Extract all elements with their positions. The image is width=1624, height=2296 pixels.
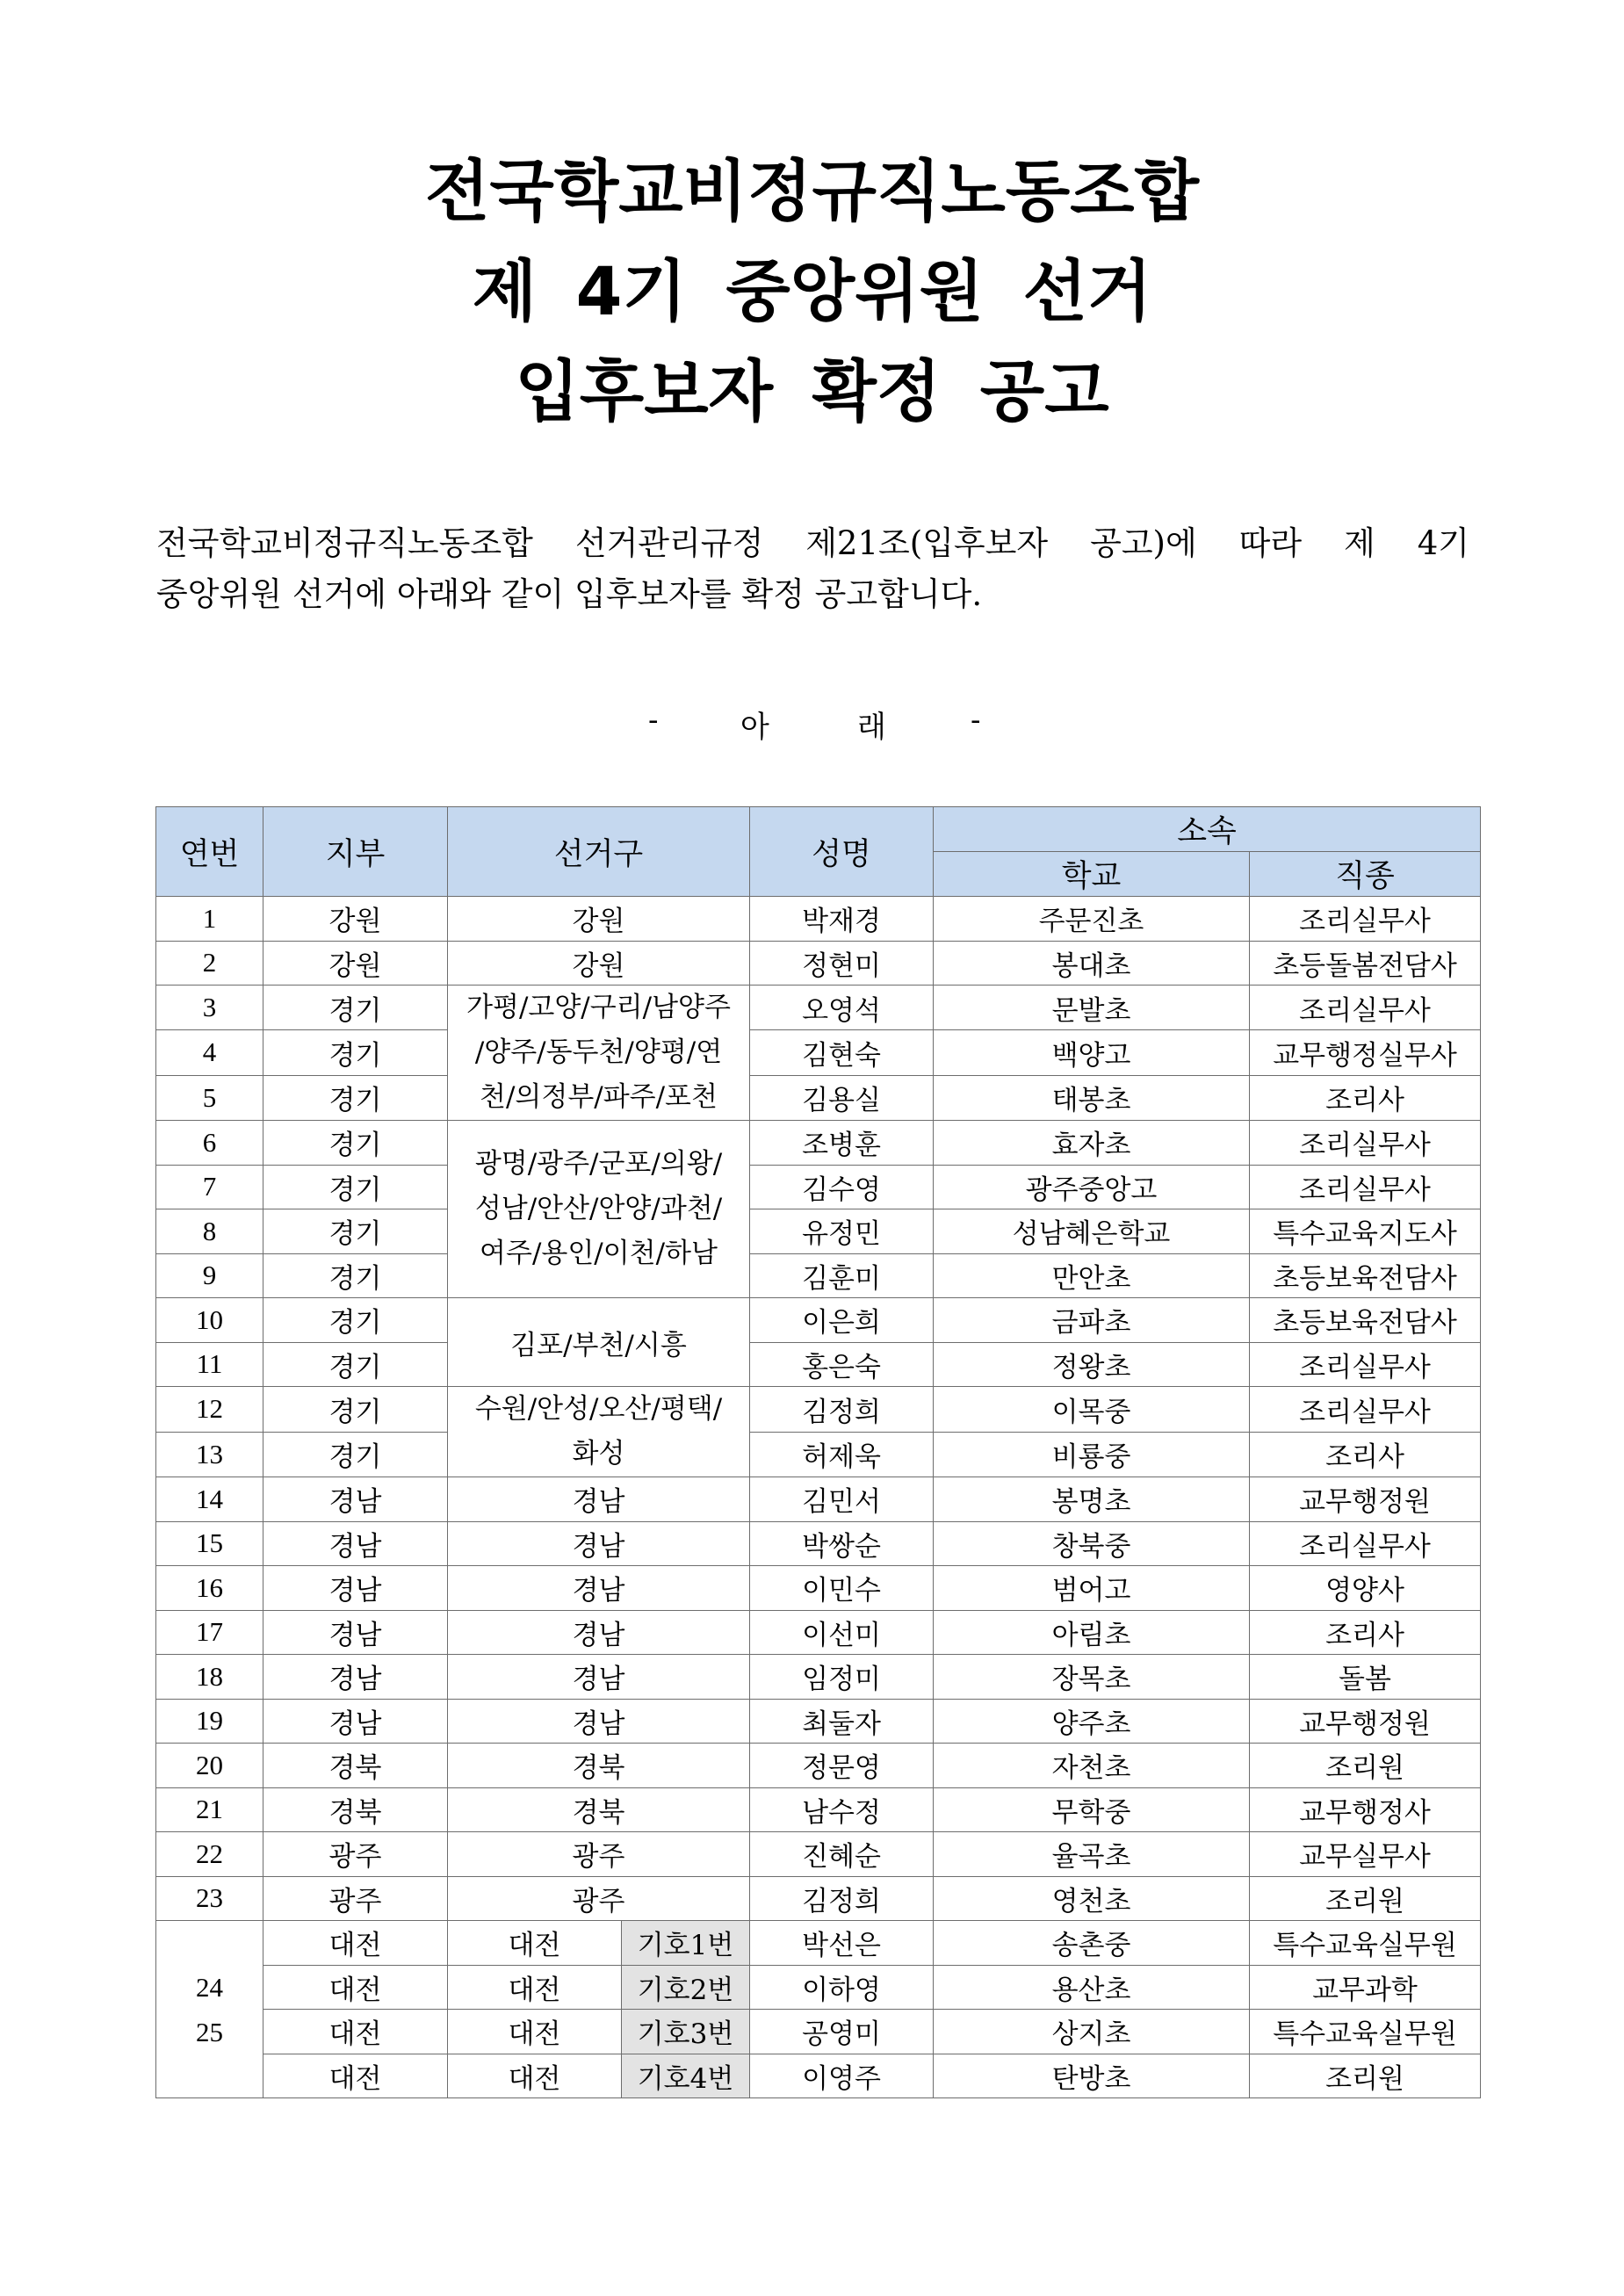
cell-district: 경남: [448, 1566, 750, 1611]
cell-job: 교무행정실무사: [1250, 1030, 1481, 1075]
cell-branch: 경기: [263, 1432, 448, 1477]
cell-job: 조리실무사: [1250, 1521, 1481, 1566]
cell-school: 송촌중: [934, 1921, 1250, 1966]
subheading-dash-left: -: [648, 703, 659, 738]
district-line: 성남/안산/안양/과천/: [474, 1193, 723, 1224]
district-line: 여주/용인/이천/하남: [480, 1238, 718, 1269]
table-row: [156, 1298, 1481, 1343]
cell-school: 문발초: [934, 986, 1250, 1030]
cell-job: 교무행정원: [1250, 1477, 1481, 1522]
cell-district: 경북: [448, 1787, 750, 1832]
cell-name: 공영미: [750, 2010, 934, 2054]
cell-name: 이선미: [750, 1610, 934, 1655]
district-line: 수원/안성/오산/평택/: [474, 1393, 723, 1425]
cell-name: 이민수: [750, 1566, 934, 1611]
cell-job: 특수교육실무원: [1250, 1921, 1481, 1966]
header-district: 선거구: [448, 807, 750, 897]
cell-name: 김정희: [750, 1876, 934, 1921]
table-row: [156, 1209, 1481, 1254]
table-row: [156, 1121, 1481, 1166]
table-row: [156, 1432, 1481, 1477]
cell-branch: 경기: [263, 1387, 448, 1433]
cell-district-merged: [448, 1121, 750, 1298]
cell-no: 19: [156, 1699, 263, 1744]
table-row: [156, 1075, 1481, 1120]
cell-ballot-code: 기호3번: [622, 2010, 750, 2054]
cell-school: 아림초: [934, 1610, 1250, 1655]
cell-branch: 경기: [263, 1165, 448, 1209]
cell-branch: 경기: [263, 1030, 448, 1075]
table-row: [156, 1876, 1481, 1921]
cell-school: 자천초: [934, 1744, 1250, 1788]
intro-paragraph: [156, 518, 1469, 620]
header-branch: 지부: [263, 807, 448, 897]
cell-job: 조리실무사: [1250, 1342, 1481, 1387]
cell-ballot-code: 기호1번: [622, 1921, 750, 1966]
cell-branch: 경남: [263, 1610, 448, 1655]
cell-branch: 경기: [263, 1298, 448, 1343]
cell-school: 광주중앙고: [934, 1165, 1250, 1209]
cell-school: 용산초: [934, 1965, 1250, 2010]
table-row: [156, 986, 1481, 1030]
cell-branch: 강원: [263, 941, 448, 986]
cell-branch: 대전: [263, 2054, 448, 2098]
cell-no: 16: [156, 1566, 263, 1611]
cell-name: 오영석: [750, 986, 934, 1030]
table-row: [156, 1610, 1481, 1655]
cell-name: 조병훈: [750, 1121, 934, 1166]
cell-name: 김정희: [750, 1387, 934, 1433]
intro-line-2: 중앙위원 선거에 아래와 같이 입후보자를 확정 공고합니다.: [156, 575, 983, 613]
cell-no: 18: [156, 1655, 263, 1700]
cell-job: 영양사: [1250, 1566, 1481, 1611]
cell-district-merged: [448, 1387, 750, 1477]
table-row: [156, 1477, 1481, 1522]
cell-no: 23: [156, 1876, 263, 1921]
cell-district: 광주: [448, 1832, 750, 1877]
cell-branch: 경남: [263, 1699, 448, 1744]
cell-school: 비룡중: [934, 1432, 1250, 1477]
cell-name: 김현숙: [750, 1030, 934, 1075]
cell-no-b: 25: [196, 2016, 223, 2047]
cell-name: 박선은: [750, 1921, 934, 1966]
cell-job: 조리사: [1250, 1432, 1481, 1477]
cell-no: 9: [156, 1253, 263, 1298]
cell-name: 홍은숙: [750, 1342, 934, 1387]
table-row: [156, 1165, 1481, 1209]
cell-school: 성남혜은학교: [934, 1209, 1250, 1254]
cell-district: 경남: [448, 1699, 750, 1744]
cell-no: 5: [156, 1075, 263, 1120]
cell-no: 2: [156, 941, 263, 986]
cell-job: 조리실무사: [1250, 897, 1481, 942]
cell-branch: 대전: [263, 2010, 448, 2054]
subheading-dash-right: -: [971, 703, 981, 738]
table-row: [156, 1342, 1481, 1387]
cell-district: 광주: [448, 1876, 750, 1921]
cell-job: 조리원: [1250, 1744, 1481, 1788]
candidate-table: [155, 806, 1481, 2098]
cell-school: 양주초: [934, 1699, 1250, 1744]
cell-name: 남수정: [750, 1787, 934, 1832]
district-line: 화성: [572, 1438, 625, 1469]
document-title-line-1: 전국학교비정규직노동조합: [425, 152, 1199, 230]
district-line: 광명/광주/군포/의왕/: [474, 1148, 723, 1180]
table-row: [156, 897, 1481, 942]
cell-name: 김수영: [750, 1165, 934, 1209]
cell-branch: 경기: [263, 1342, 448, 1387]
header-row-1: [156, 807, 1481, 852]
cell-no: 15: [156, 1521, 263, 1566]
table-row: [156, 1030, 1481, 1075]
cell-job: 조리실무사: [1250, 1387, 1481, 1433]
header-name: 성명: [750, 807, 934, 897]
cell-branch: 경북: [263, 1744, 448, 1788]
district-line: /양주/동두천/양평/연: [474, 1036, 723, 1068]
cell-no: 3: [156, 986, 263, 1030]
cell-name: 정문영: [750, 1744, 934, 1788]
cell-no: 12: [156, 1387, 263, 1433]
table-row: [156, 1253, 1481, 1298]
document-title-line-2: 제 4기 중앙위원 선거: [472, 252, 1152, 330]
cell-district: 대전: [448, 2054, 622, 2098]
cell-branch: 경기: [263, 1075, 448, 1120]
cell-name: 허제욱: [750, 1432, 934, 1477]
cell-ballot-code: 기호4번: [622, 2054, 750, 2098]
cell-school: 율곡초: [934, 1832, 1250, 1877]
cell-district: 강원: [448, 897, 750, 942]
cell-name: 최둘자: [750, 1699, 934, 1744]
table-row: [156, 1655, 1481, 1700]
cell-job: 조리실무사: [1250, 1165, 1481, 1209]
cell-district-merged: [448, 986, 750, 1121]
cell-district: 경남: [448, 1521, 750, 1566]
cell-no: 11: [156, 1342, 263, 1387]
cell-name: 박쌍순: [750, 1521, 934, 1566]
cell-branch: 경남: [263, 1477, 448, 1522]
cell-no: 6: [156, 1121, 263, 1166]
cell-school: 상지초: [934, 2010, 1250, 2054]
cell-no: 4: [156, 1030, 263, 1075]
cell-no: 13: [156, 1432, 263, 1477]
cell-district: 경남: [448, 1610, 750, 1655]
cell-school: 만안초: [934, 1253, 1250, 1298]
cell-school: 효자초: [934, 1121, 1250, 1166]
cell-job: 초등보육전담사: [1250, 1298, 1481, 1343]
cell-job: 특수교육실무원: [1250, 2010, 1481, 2054]
table-row: [156, 1699, 1481, 1744]
cell-branch: 광주: [263, 1832, 448, 1877]
header-job: 직종: [1250, 852, 1481, 897]
cell-branch: 경기: [263, 1209, 448, 1254]
cell-district: 경북: [448, 1744, 750, 1788]
cell-branch: 경기: [263, 1121, 448, 1166]
table-row: [156, 1744, 1481, 1788]
table-row: [156, 2010, 1481, 2054]
cell-job: 특수교육지도사: [1250, 1209, 1481, 1254]
header-affiliation: 소속: [934, 807, 1481, 852]
cell-branch: 경남: [263, 1521, 448, 1566]
cell-school: 탄방초: [934, 2054, 1250, 2098]
cell-school: 주문진초: [934, 897, 1250, 942]
subheading-char-b: 래: [857, 710, 886, 745]
cell-job: 교무과학: [1250, 1965, 1481, 2010]
cell-school: 이목중: [934, 1387, 1250, 1433]
cell-name: 박재경: [750, 897, 934, 942]
cell-no: 7: [156, 1165, 263, 1209]
table-row: [156, 1921, 1481, 1966]
cell-no: 14: [156, 1477, 263, 1522]
cell-name: 유정민: [750, 1209, 934, 1254]
intro-line-1: 전국학교비정규직노동조합 선거관리규정 제21조(입후보자 공고)에 따라 제 4기: [156, 524, 1469, 562]
cell-no: 1: [156, 897, 263, 942]
cell-district: 대전: [448, 1921, 622, 1966]
cell-school: 정왕초: [934, 1342, 1250, 1387]
cell-district-merged: 김포/부천/시흥: [448, 1298, 750, 1387]
cell-school: 무학중: [934, 1787, 1250, 1832]
cell-branch: 광주: [263, 1876, 448, 1921]
cell-no: 8: [156, 1209, 263, 1254]
cell-branch: 강원: [263, 897, 448, 942]
cell-branch: 경북: [263, 1787, 448, 1832]
cell-school: 봉명초: [934, 1477, 1250, 1522]
cell-job: 조리원: [1250, 1876, 1481, 1921]
cell-branch: 경남: [263, 1566, 448, 1611]
cell-branch: 경기: [263, 1253, 448, 1298]
cell-district: 경남: [448, 1655, 750, 1700]
cell-job: 조리사: [1250, 1075, 1481, 1120]
cell-name: 김훈미: [750, 1253, 934, 1298]
cell-school: 금파초: [934, 1298, 1250, 1343]
table-row: [156, 1387, 1481, 1433]
cell-job: 돌봄: [1250, 1655, 1481, 1700]
cell-job: 교무실무사: [1250, 1832, 1481, 1877]
cell-no: 10: [156, 1298, 263, 1343]
table-row: [156, 941, 1481, 986]
cell-name: 이하영: [750, 1965, 934, 2010]
cell-job: 조리사: [1250, 1610, 1481, 1655]
cell-school: 태봉초: [934, 1075, 1250, 1120]
cell-name: 이영주: [750, 2054, 934, 2098]
cell-job: 초등돌봄전담사: [1250, 941, 1481, 986]
cell-no-merged: [156, 1921, 263, 2098]
cell-ballot-code: 기호2번: [622, 1965, 750, 2010]
cell-job: 초등보육전담사: [1250, 1253, 1481, 1298]
cell-name: 이은희: [750, 1298, 934, 1343]
cell-no: 20: [156, 1744, 263, 1788]
cell-branch: 대전: [263, 1965, 448, 2010]
cell-job: 조리실무사: [1250, 986, 1481, 1030]
header-no: 연번: [156, 807, 263, 897]
cell-name: 진혜순: [750, 1832, 934, 1877]
cell-school: 창북중: [934, 1521, 1250, 1566]
district-line: 천/의정부/파주/포천: [480, 1081, 718, 1113]
cell-district: 강원: [448, 941, 750, 986]
table-row: [156, 1832, 1481, 1877]
header-school: 학교: [934, 852, 1250, 897]
cell-name: 김용실: [750, 1075, 934, 1120]
cell-name: 김민서: [750, 1477, 934, 1522]
cell-district: 대전: [448, 1965, 622, 2010]
cell-no: 22: [156, 1832, 263, 1877]
table-row: [156, 1787, 1481, 1832]
table-row: [156, 1965, 1481, 2010]
cell-job: 교무행정사: [1250, 1787, 1481, 1832]
cell-name: 정현미: [750, 941, 934, 986]
cell-school: 백양고: [934, 1030, 1250, 1075]
cell-branch: 경기: [263, 986, 448, 1030]
cell-job: 조리실무사: [1250, 1121, 1481, 1166]
cell-school: 봉대초: [934, 941, 1250, 986]
cell-district: 경남: [448, 1477, 750, 1522]
district-line: 가평/고양/구리/남양주: [466, 992, 731, 1023]
table-row: [156, 2054, 1481, 2098]
cell-no: 21: [156, 1787, 263, 1832]
cell-job: 교무행정원: [1250, 1699, 1481, 1744]
cell-school: 범어고: [934, 1566, 1250, 1611]
cell-school: 영천초: [934, 1876, 1250, 1921]
cell-district: 대전: [448, 2010, 622, 2054]
cell-branch: 경남: [263, 1655, 448, 1700]
cell-no-a: 24: [196, 1971, 223, 2003]
cell-branch: 대전: [263, 1921, 448, 1966]
cell-name: 임정미: [750, 1655, 934, 1700]
cell-no: 17: [156, 1610, 263, 1655]
document-title-line-3: 입후보자 확정 공고: [515, 352, 1109, 430]
table-row: [156, 1521, 1481, 1566]
subheading-char-a: 아: [740, 710, 769, 745]
cell-school: 장목초: [934, 1655, 1250, 1700]
table-row: [156, 1566, 1481, 1611]
cell-job: 조리원: [1250, 2054, 1481, 2098]
